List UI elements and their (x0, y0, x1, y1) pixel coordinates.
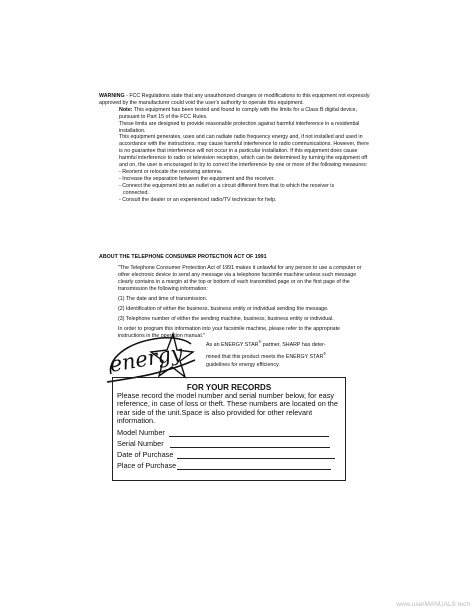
measure-item: - Increase the separation between the equipment and the receiver. (119, 175, 275, 182)
energy-line (206, 350, 356, 362)
place-of-purchase-field (117, 461, 331, 470)
field-blank-line (177, 462, 331, 470)
energy-star-statement (206, 338, 356, 370)
interference-paragraph: This equipment generates, uses and can radiate radio frequency energy and, if not installed and used in accordance with the instructions, may cause harmful interference to radio communications. However, there is no guarantee that interference will not occur in a particular installation. If this equipment does cause harmful interference to radio or television reception, which can be determined by turning the equipment off and on, the user is encouraged to try to correct the interference by one or more of the following measures: (119, 134, 369, 169)
field-label: Model Number (117, 428, 165, 437)
note-paragraph (99, 107, 371, 121)
site-watermark: www.userMANUALS.tech (396, 601, 470, 608)
note-label: Note: (119, 106, 133, 113)
registered-mark: ® (258, 340, 262, 344)
field-label: Serial Number (117, 439, 164, 448)
field-label: Place of Purchase (117, 461, 177, 470)
measure-item: - Reorient or relocate the receiving antenna. (119, 168, 223, 175)
energy-logo-text: energy (107, 340, 185, 377)
tcpa-item: (2) Identification of either the business, business entity or individual sending the message. (118, 305, 329, 312)
date-of-purchase-field (117, 450, 335, 459)
records-instructions: Please record the model number and serial number below, for easy reference, in case of loss or theft. These numbers are located on the rear side of the unit.Space is also provided for other relevant information. (117, 391, 338, 425)
field-blank-line (177, 451, 335, 459)
serial-number-field (117, 439, 330, 448)
field-label: Date of Purchase (117, 450, 174, 459)
field-blank-line (170, 440, 330, 448)
warning-paragraph (99, 93, 371, 107)
energy-line: guidelines for energy efficiency. (206, 362, 280, 369)
measure-item: - Connect the equipment into an outlet on a circuit different from that to which the receiver is (119, 182, 335, 189)
energy-line-text: As an ENERGY STAR (206, 341, 259, 348)
records-title: FOR YOUR RECORDS (186, 383, 272, 392)
registered-mark: ® (323, 351, 327, 356)
measure-item: - Consult the dealer or an experienced radio/TV technician for help. (119, 196, 277, 203)
records-box (112, 377, 346, 481)
model-number-field (117, 428, 329, 437)
energy-line (206, 338, 356, 350)
energy-line-text: partner, SHARP has deter- (261, 341, 326, 348)
warning-text: - FCC Regulations state that any unauthorized changes or modifications to this equipment not expressly approved by the manufacturer could void the user's authority to operate this equipment. (99, 93, 370, 106)
tcpa-closing: In order to program this information into your facsimile machine, please refer to the appropriate instructions in the operation manual." (118, 326, 340, 339)
energy-line-text: mined that this product meets the ENERGY STAR (206, 353, 324, 360)
measure-item-continuation: connected. (123, 189, 149, 196)
note-text: This equipment has been tested and found to comply with the limits for a Class B digital device, pursuant to Part 15 of the FCC Rules. (119, 106, 358, 120)
warning-label: WARNING (99, 93, 125, 99)
field-blank-line (169, 429, 329, 437)
tcpa-item: (3) Telephone number of either the sending machine, business, business entity or individual. (118, 316, 334, 322)
limits-paragraph: These limits are designed to provide reasonable protection against harmful interference in a residential installation. (119, 120, 360, 134)
tcpa-intro: "The Telephone Consumer Protection Act of 1991 makes it unlawful for any person to use a computer or other electronic device to send any message via a telephone facsimile machine unless such message clearly contains in a margin at the top or bottom of each transmitted page or on the first page of the transmission the following information: (118, 265, 362, 292)
tcpa-heading: ABOUT THE TELEPHONE CONSUMER PROTECTION ACT OF 1991 (99, 254, 267, 260)
tcpa-item: (1) The date and time of transmission. (118, 295, 208, 302)
fcc-warning-section (99, 93, 371, 204)
